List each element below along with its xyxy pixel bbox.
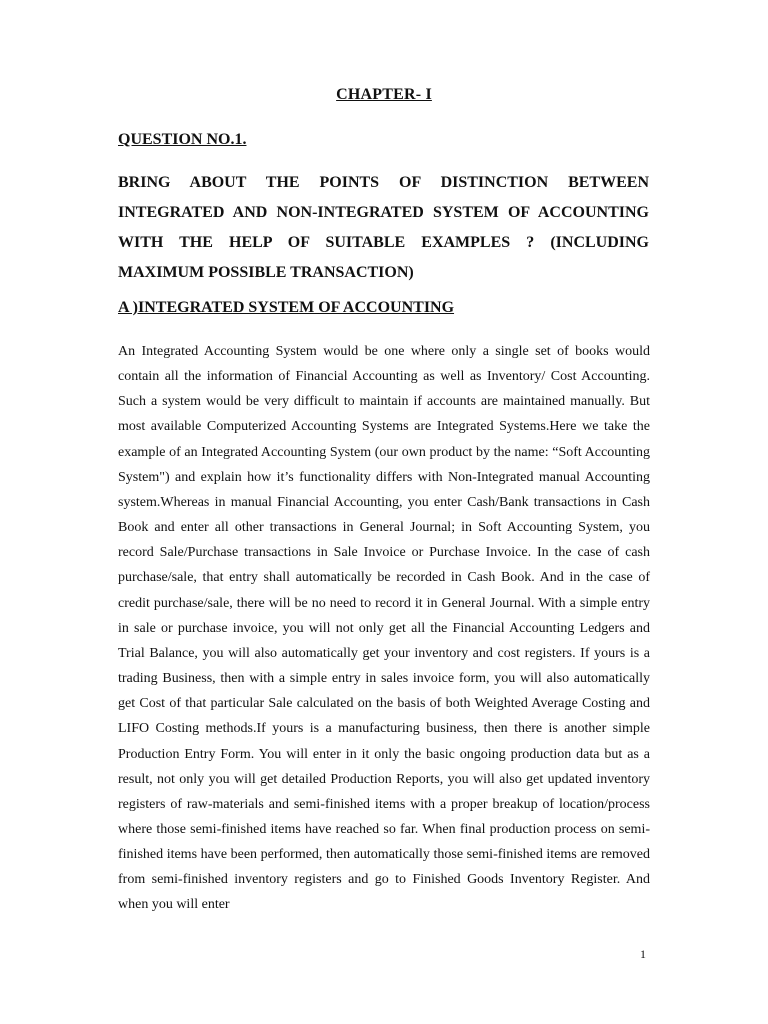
section-heading: A )INTEGRATED SYSTEM OF ACCOUNTING	[118, 299, 455, 316]
body-paragraph: An Integrated Accounting System would be one where only a single set of books would contain all the information of Financial Accounting as well as Inventory/ Cost Accounting. Such a system would be very difficult to maintain if accounts are maintained manually. But most available Computerized Accounting Systems are Integrated Systems.Here we take the example of an Integrated Accounting System (our own product by the name: “Soft Accounting System") and explain how it’s functionality differs with Non-Integrated manual Accounting system.Whereas in manual Financial Accounting, you enter Cash/Bank transactions in Cash Book and enter all other transactions in General Journal; in Soft Accounting System, you record Sale/Purchase transactions in Sale Invoice or Purchase Invoice. In the case of cash purchase/sale, that entry shall automatically be recorded in Cash Book. And in the case of credit purchase/sale, there will be no need to record it in General Journal. With a simple entry in sale or purchase invoice, you will not only get all the Financial Accounting Ledgers and Trial Balance, you will also automatically get your inventory and cost registers. If yours is a trading Business, then with a simple entry in sales invoice form, you will also automatically get Cost of that particular Sale calculated on the basis of both Weighted Average Costing and LIFO Costing methods.If yours is a manufacturing business, then there is another simple Production Entry Form. You will enter in it only the basic ongoing production data but as a result, not only you will get detailed Production Reports, you will also get updated inventory registers of raw-materials and semi-finished items with a proper breakup of location/process where those semi-finished items have reached so far. When final production process on semi-finished items have been performed, then automatically those semi-finished items are removed from semi-finished inventory registers and go to Finished Goods Inventory Register. And when you will enter	[118, 344, 650, 913]
page-number: 1	[640, 947, 646, 961]
question-text: BRING ABOUT THE POINTS OF DISTINCTION BETWEEN INTEGRATED AND NON-INTEGRATED SYSTEM OF ACCOUNTING WITH THE HELP OF SUITABLE EXAMPLES ? (INCLUDING MAXIMUM POSSIBLE TRANSACTION)	[118, 174, 649, 281]
chapter-title: CHAPTER- I	[336, 86, 432, 103]
question-number: QUESTION NO.1.	[118, 131, 247, 148]
